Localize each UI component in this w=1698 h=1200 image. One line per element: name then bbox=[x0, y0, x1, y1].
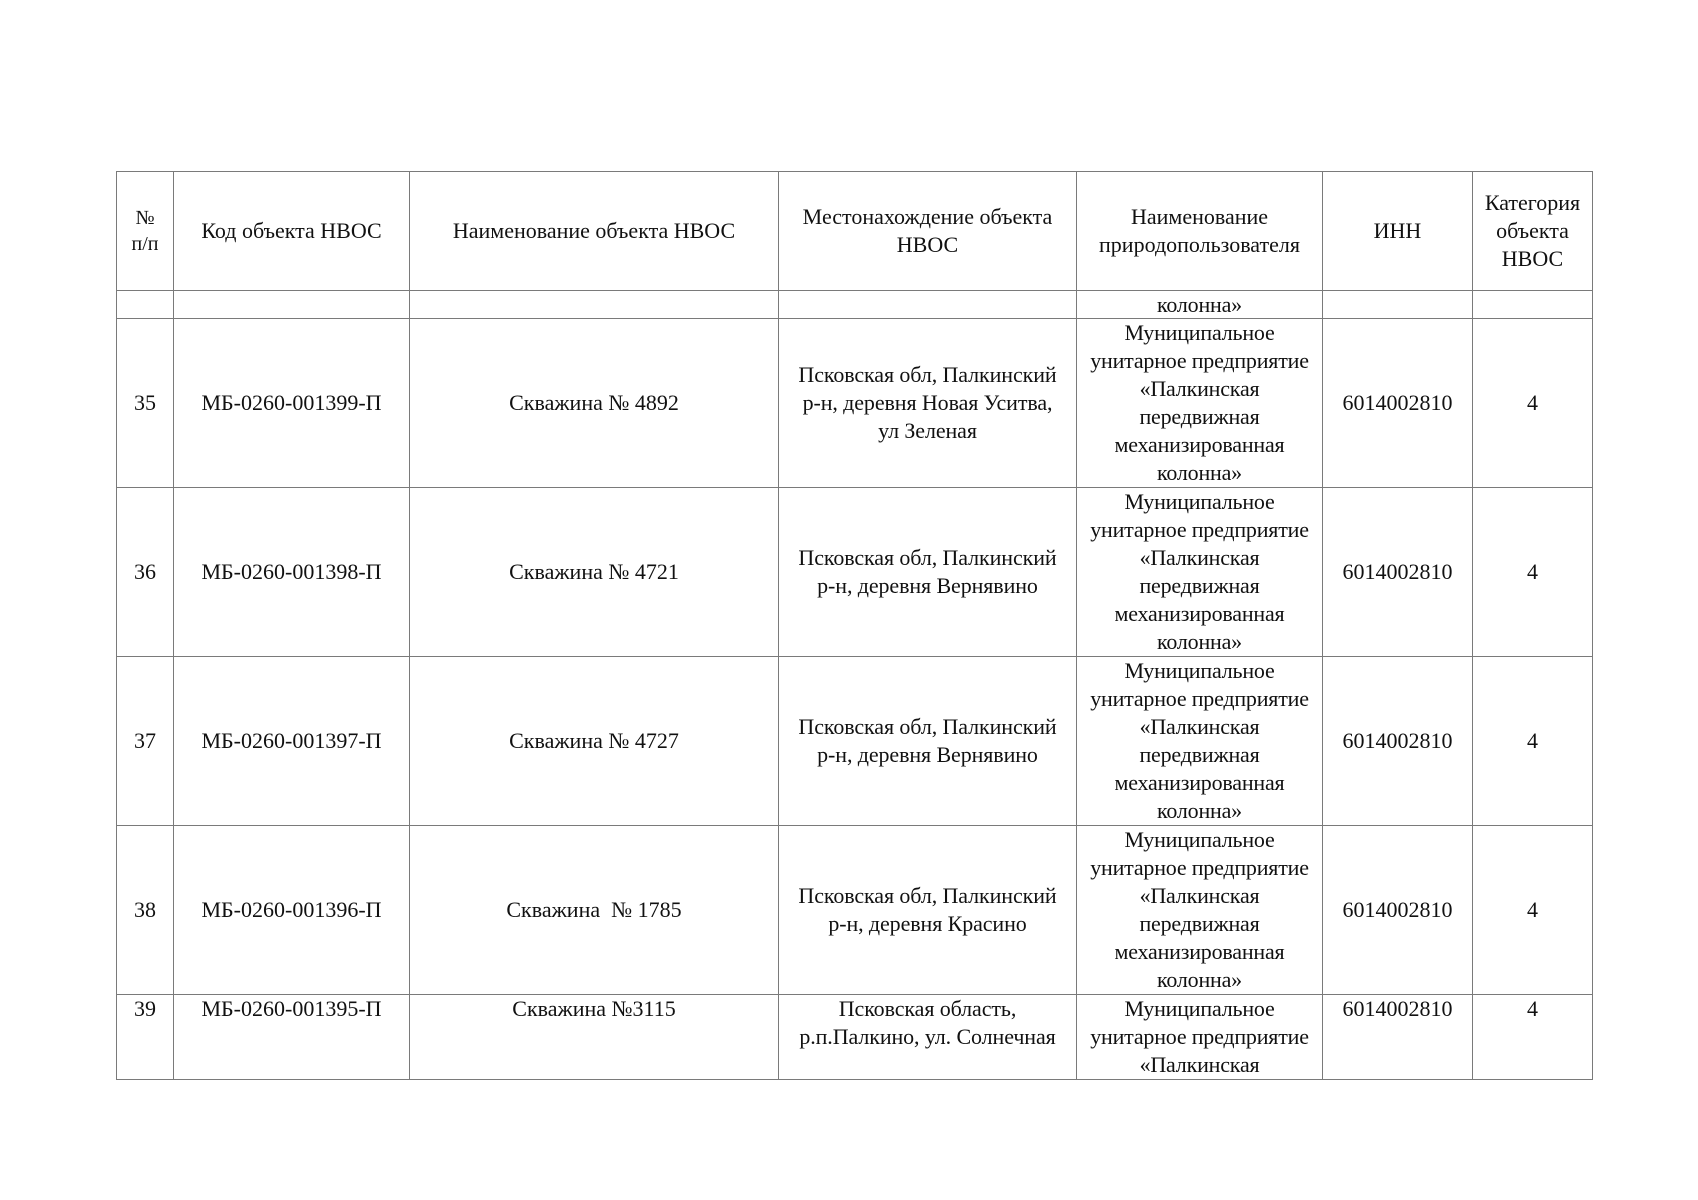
cell-user-line: «Палкинская bbox=[1139, 714, 1260, 739]
cell-location bbox=[779, 291, 1077, 319]
cell-user-line: колонна» bbox=[1157, 629, 1242, 654]
cell-user-line: унитарное предприятие bbox=[1090, 855, 1309, 880]
cell-location-line: ул Зеленая bbox=[878, 418, 977, 443]
cell-user-line: «Палкинская bbox=[1139, 883, 1260, 908]
cell-user-line: колонна» bbox=[1157, 292, 1242, 317]
cell-code bbox=[174, 291, 410, 319]
cell-user-line: Муниципальное bbox=[1124, 489, 1275, 514]
header-user bbox=[1077, 172, 1323, 291]
cell-num: 37 bbox=[117, 657, 174, 826]
cell-name bbox=[410, 291, 779, 319]
header-category-line: НВОС bbox=[1501, 246, 1564, 271]
cell-user-line: колонна» bbox=[1157, 460, 1242, 485]
cell-user bbox=[1077, 488, 1323, 657]
cell-user-line: унитарное предприятие bbox=[1090, 517, 1309, 542]
cell-category: 4 bbox=[1473, 995, 1593, 1080]
cell-user-line: Муниципальное bbox=[1124, 827, 1275, 852]
cell-location bbox=[779, 657, 1077, 826]
cell-category: 4 bbox=[1473, 319, 1593, 488]
cell-num: 36 bbox=[117, 488, 174, 657]
table-row bbox=[117, 488, 1593, 657]
cell-num: 38 bbox=[117, 826, 174, 995]
header-location-line: НВОС bbox=[896, 232, 959, 257]
header-row bbox=[117, 172, 1593, 291]
table-row bbox=[117, 319, 1593, 488]
registry-table bbox=[116, 171, 1593, 1080]
cell-name: Скважина № 4892 bbox=[410, 319, 779, 488]
header-user-line: Наименование bbox=[1130, 204, 1269, 229]
cell-inn: 6014002810 bbox=[1323, 826, 1473, 995]
cell-location-line: Псковская область, bbox=[838, 996, 1017, 1021]
cell-location-line: р-н, деревня Вернявино bbox=[817, 573, 1038, 598]
header-inn bbox=[1323, 172, 1473, 291]
table-row bbox=[117, 826, 1593, 995]
header-location-line: Местонахождение объекта bbox=[802, 204, 1053, 229]
cell-location-line: р-н, деревня Новая Уситва, bbox=[802, 390, 1053, 415]
table-row bbox=[117, 995, 1593, 1080]
cell-name: Скважина № 4721 bbox=[410, 488, 779, 657]
cell-inn bbox=[1323, 291, 1473, 319]
cell-user-line: передвижная bbox=[1139, 911, 1260, 936]
cell-code: МБ-0260-001398-П bbox=[174, 488, 410, 657]
cell-code: МБ-0260-001396-П bbox=[174, 826, 410, 995]
cell-location-line: Псковская обл, Палкинский bbox=[798, 362, 1057, 387]
header-inn-text: ИНН bbox=[1373, 218, 1422, 243]
continuation-row bbox=[117, 291, 1593, 319]
cell-category: 4 bbox=[1473, 488, 1593, 657]
cell-user-line: колонна» bbox=[1157, 798, 1242, 823]
cell-location-line: Псковская обл, Палкинский bbox=[798, 883, 1057, 908]
cell-location-line: Псковская обл, Палкинский bbox=[798, 545, 1057, 570]
cell-user-line: «Палкинская bbox=[1139, 545, 1260, 570]
cell-code: МБ-0260-001399-П bbox=[174, 319, 410, 488]
cell-location-line: р-н, деревня Красино bbox=[828, 911, 1027, 936]
cell-user-line: колонна» bbox=[1157, 967, 1242, 992]
cell-num: 35 bbox=[117, 319, 174, 488]
cell-user-line: Муниципальное bbox=[1124, 996, 1275, 1021]
cell-name: Скважина № 1785 bbox=[410, 826, 779, 995]
cell-user-line: Муниципальное bbox=[1124, 320, 1275, 345]
cell-location-line: р-н, деревня Вернявино bbox=[817, 742, 1038, 767]
header-category-line: Категория bbox=[1484, 190, 1581, 215]
table-row bbox=[117, 657, 1593, 826]
cell-user-line: унитарное предприятие bbox=[1090, 686, 1309, 711]
header-num-line: № bbox=[135, 207, 155, 229]
cell-location-line: р.п.Палкино, ул. Солнечная bbox=[799, 1024, 1056, 1049]
cell-user-line: «Палкинская bbox=[1139, 1052, 1260, 1077]
cell-user bbox=[1077, 657, 1323, 826]
cell-inn: 6014002810 bbox=[1323, 995, 1473, 1080]
cell-num bbox=[117, 291, 174, 319]
cell-num: 39 bbox=[117, 995, 174, 1080]
cell-location bbox=[779, 826, 1077, 995]
cell-user-line: механизированная bbox=[1114, 432, 1285, 457]
header-code-text: Код объекта НВОС bbox=[201, 218, 382, 243]
cell-user-line: передвижная bbox=[1139, 573, 1260, 598]
cell-name: Скважина №3115 bbox=[410, 995, 779, 1080]
cell-code: МБ-0260-001395-П bbox=[174, 995, 410, 1080]
cell-user-line: передвижная bbox=[1139, 404, 1260, 429]
cell-user bbox=[1077, 291, 1323, 319]
cell-user-line: унитарное предприятие bbox=[1090, 348, 1309, 373]
header-name-text: Наименование объекта НВОС bbox=[452, 218, 736, 243]
cell-category: 4 bbox=[1473, 657, 1593, 826]
cell-location-line: Псковская обл, Палкинский bbox=[798, 714, 1057, 739]
cell-location bbox=[779, 995, 1077, 1080]
cell-inn: 6014002810 bbox=[1323, 657, 1473, 826]
cell-location bbox=[779, 488, 1077, 657]
cell-inn: 6014002810 bbox=[1323, 488, 1473, 657]
cell-name: Скважина № 4727 bbox=[410, 657, 779, 826]
cell-user bbox=[1077, 319, 1323, 488]
cell-user-line: передвижная bbox=[1139, 742, 1260, 767]
header-name bbox=[410, 172, 779, 291]
header-location bbox=[779, 172, 1077, 291]
cell-user-line: механизированная bbox=[1114, 770, 1285, 795]
header-num-line: п/п bbox=[131, 233, 159, 255]
cell-user-line: механизированная bbox=[1114, 939, 1285, 964]
cell-user bbox=[1077, 995, 1323, 1080]
cell-user-line: «Палкинская bbox=[1139, 376, 1260, 401]
cell-code: МБ-0260-001397-П bbox=[174, 657, 410, 826]
cell-user-line: Муниципальное bbox=[1124, 658, 1275, 683]
cell-user bbox=[1077, 826, 1323, 995]
cell-category: 4 bbox=[1473, 826, 1593, 995]
cell-category bbox=[1473, 291, 1593, 319]
cell-location bbox=[779, 319, 1077, 488]
cell-user-line: механизированная bbox=[1114, 601, 1285, 626]
header-category bbox=[1473, 172, 1593, 291]
cell-inn: 6014002810 bbox=[1323, 319, 1473, 488]
header-category-line: объекта bbox=[1496, 218, 1569, 243]
header-user-line: природопользователя bbox=[1099, 232, 1300, 257]
header-num bbox=[117, 172, 174, 291]
cell-user-line: унитарное предприятие bbox=[1090, 1024, 1309, 1049]
header-code bbox=[174, 172, 410, 291]
